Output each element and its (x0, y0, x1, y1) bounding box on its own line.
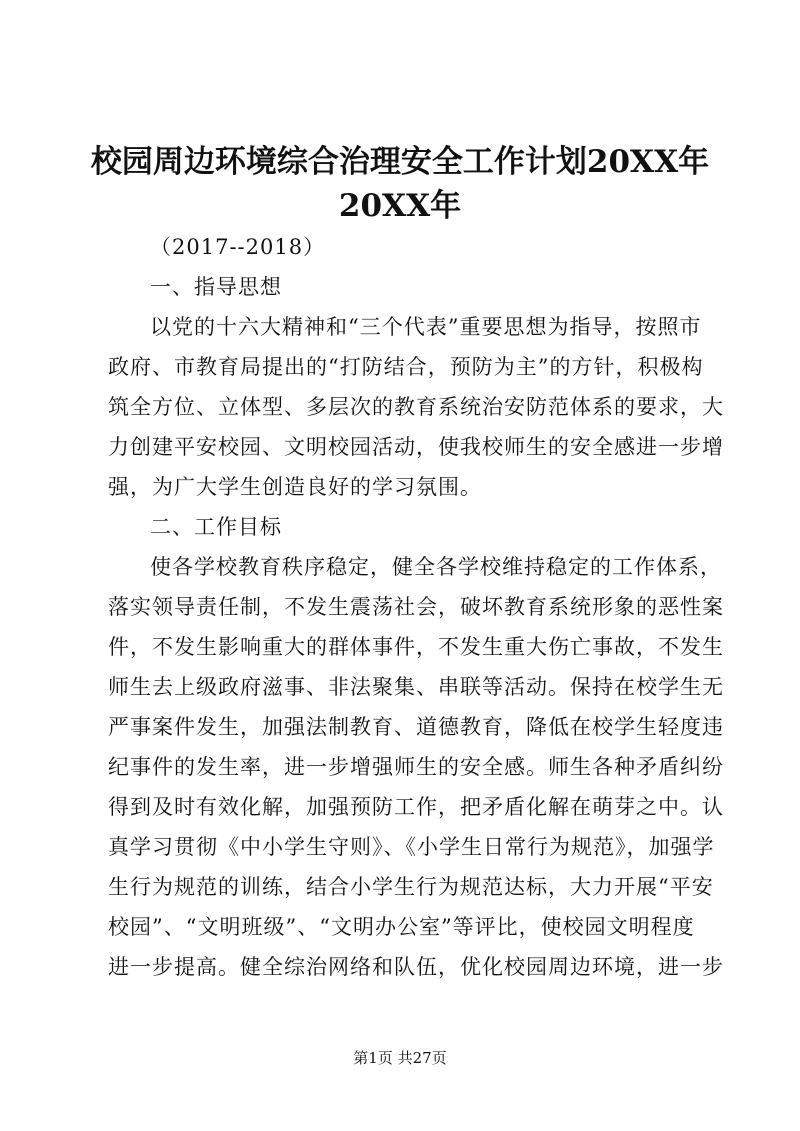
paragraph-line: 真学习贯彻《中小学生守则》、《小学生日常行为规范》，加强学 (108, 835, 715, 859)
paragraph-line: 以党的十六大精神和“三个代表”重要思想为指导，按照市 (150, 315, 702, 339)
section-heading-guiding-ideology: 一、指导思想 (150, 275, 282, 299)
paragraph-line: 强，为广大学生创造良好的学习氛围。 (108, 475, 482, 499)
paragraph-line: 筑全方位、立体型、多层次的教育系统治安防范体系的要求，大 (108, 395, 724, 419)
date-range: （2017--2018） (150, 235, 326, 259)
section-heading-work-goals: 二、工作目标 (150, 515, 282, 539)
document-title-line-2: 20XX年 (338, 188, 462, 224)
paragraph-line: 进一步提高。健全综治网络和队伍，优化校园周边环境，进一步 (108, 955, 724, 979)
page-footer: 第1页 共27页 (353, 1049, 447, 1067)
paragraph-line: 纪事件的发生率，进一步增强师生的安全感。师生各种矛盾纠纷 (108, 755, 724, 779)
paragraph-line: 得到及时有效化解，加强预防工作，把矛盾化解在萌芽之中。认 (108, 795, 724, 819)
document-title-line-1: 校园周边环境综合治理安全工作计划20XX年 (90, 144, 710, 180)
paragraph-line: 严事案件发生，加强法制教育、道德教育，降低在校学生轻度违 (108, 715, 724, 739)
paragraph-line: 校园”、“文明班级”、“文明办公室”等评比，使校园文明程度 (108, 915, 695, 939)
paragraph-line: 落实领导责任制，不发生震荡社会，破坏教育系统形象的恶性案 (108, 595, 724, 619)
paragraph-line: 生行为规范的训练，结合小学生行为规范达标，大力开展“平安 (108, 875, 714, 899)
paragraph-line: 使各学校教育秩序稳定，健全各学校维持稳定的工作体系， (150, 555, 722, 579)
paragraph-line: 政府、市教育局提出的“打防结合，预防为主”的方针，积极构 (108, 355, 704, 379)
paragraph-line: 力创建平安校园、文明校园活动，使我校师生的安全感进一步增 (108, 435, 724, 459)
paragraph-line: 师生去上级政府滋事、非法聚集、串联等活动。保持在校学生无 (108, 675, 724, 699)
paragraph-line: 件，不发生影响重大的群体事件，不发生重大伤亡事故，不发生 (108, 635, 724, 659)
